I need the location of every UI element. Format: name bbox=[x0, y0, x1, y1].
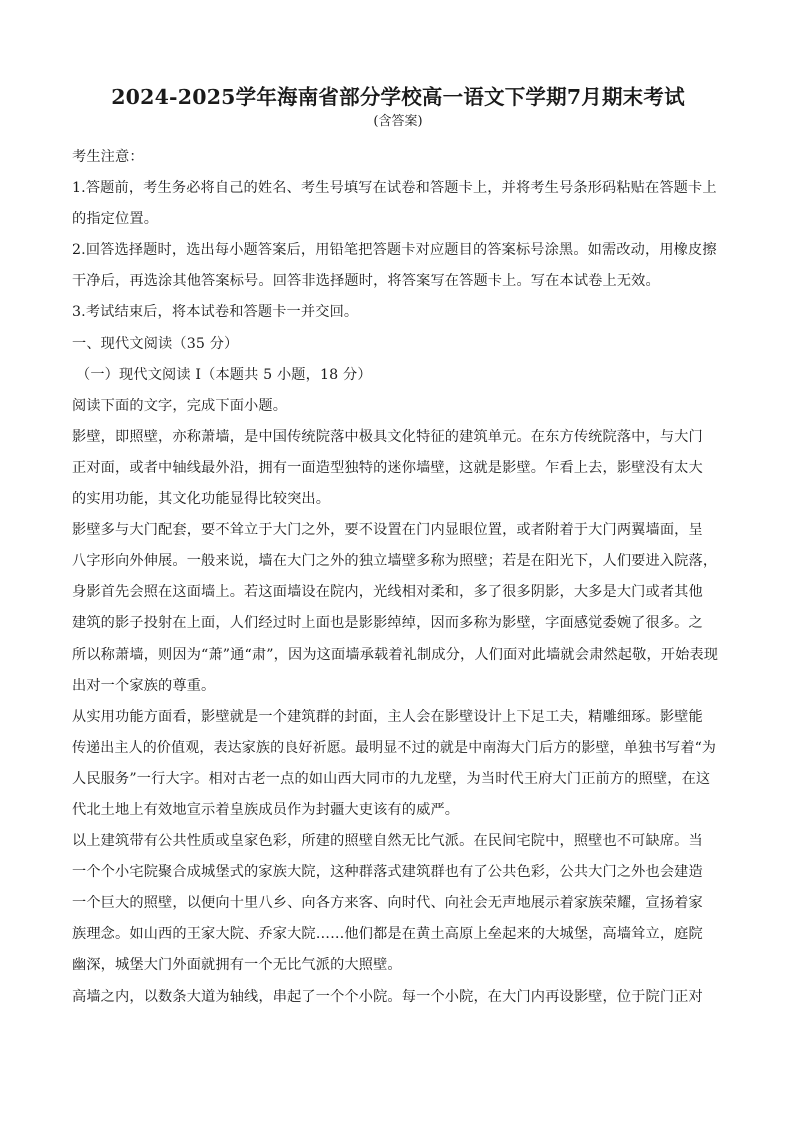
passage-line: 正对面，或者中轴线最外沿，拥有一面造型独特的迷你墙壁，这就是影壁。乍看上去，影壁没有太大 bbox=[72, 459, 703, 476]
notice-heading: 考生注意： bbox=[72, 149, 144, 165]
passage-line: 传递出主人的价值观，表达家族的良好祈愿。最明显不过的就是中南海大门后方的影壁，单独书写着“为 bbox=[72, 739, 717, 756]
passage-line: 族理念。如山西的王家大院、乔家大院……他们都是在黄土高原上垒起来的大城堡，高墙耸立，庭院 bbox=[72, 926, 703, 943]
passage-line: 建筑的影子投射在上面，人们经过时上面也是影影绰绰，因而多称为影壁，字面感觉委婉了很多。之 bbox=[72, 615, 703, 632]
passage-line: 人民服务”一行大字。相对古老一点的如山西大同市的九龙壁，为当时代王府大门正前方的照壁，在这 bbox=[72, 770, 711, 787]
subsection-heading: （一）现代文阅读 I（本题共 5 小题，18 分） bbox=[76, 366, 372, 383]
notice-line: 1.答题前，考生务必将自己的姓名、考生号填写在试卷和答题卡上，并将考生号条形码粘贴在答题卡上 bbox=[72, 180, 717, 197]
reading-instruction: 阅读下面的文字，完成下面小题。 bbox=[72, 397, 288, 414]
notice-line: 的指定位置。 bbox=[72, 211, 159, 228]
exam-subtitle: (含答案) bbox=[373, 114, 423, 129]
passage-line: 身影首先会照在这面墙上。若这面墙设在院内，光线相对柔和，多了很多阴影，大多是大门或者其他 bbox=[72, 584, 703, 601]
passage-line: 高墙之内，以数条大道为轴线，串起了一个个小院。每一个小院，在大门内再设影壁，位于院门正对 bbox=[72, 988, 703, 1005]
passage-line: 影壁多与大门配套，要不耸立于大门之外，要不设置在门内显眼位置，或者附着于大门两翼墙面，呈 bbox=[72, 522, 703, 539]
passage-line: 以上建筑带有公共性质或皇家色彩，所建的照壁自然无比气派。在民间宅院中，照壁也不可缺席。当 bbox=[72, 833, 703, 850]
passage-line: 出对一个家族的尊重。 bbox=[72, 677, 216, 694]
section-heading: 一、现代文阅读（35 分） bbox=[72, 335, 239, 352]
notice-line: 干净后，再选涂其他答案标号。回答非选择题时，将答案写在答题卡上。写在本试卷上无效。 bbox=[72, 273, 660, 290]
passage-line: 从实用功能方面看，影壁就是一个建筑群的封面，主人会在影壁设计上下足工夫，精雕细琢。影壁能 bbox=[72, 708, 703, 725]
passage-line: 代北土地上有效地宣示着皇族成员作为封疆大吏该有的威严。 bbox=[72, 801, 460, 818]
exam-title: 2024-2025学年海南省部分学校高一语文下学期7月期末考试 bbox=[111, 85, 685, 109]
notice-line: 3.考试结束后，将本试卷和答题卡一并交回。 bbox=[72, 304, 359, 321]
passage-line: 所以称萧墙，则因为“萧”通“肃”，因为这面墙承载着礼制成分，人们面对此墙就会肃然起敬，开始表现 bbox=[72, 646, 719, 663]
reading-passage bbox=[72, 422, 724, 1013]
passage-line: 幽深，城堡大门外面就拥有一个无比气派的大照壁。 bbox=[72, 957, 402, 974]
passage-line: 影壁，即照壁，亦称萧墙，是中国传统院落中极具文化特征的建筑单元。在东方传统院落中，与大门 bbox=[72, 428, 703, 445]
passage-line: 八字形向外伸展。一般来说，墙在大门之外的独立墙壁多称为照壁；若是在阳光下，人们要进入院落， bbox=[72, 553, 718, 570]
passage-line: 一个巨大的照壁，以便向十里八乡、向各方来客、向时代、向社会无声地展示着家族荣耀，宣扬着家 bbox=[72, 895, 703, 912]
passage-line: 的实用功能，其文化功能显得比较突出。 bbox=[72, 491, 331, 508]
exam-page bbox=[72, 82, 724, 1013]
notice-line: 2.回答选择题时，选出每小题答案后，用铅笔把答题卡对应题目的答案标号涂黑。如需改动，用橡皮擦 bbox=[72, 242, 717, 259]
passage-line: 一个个小宅院聚合成城堡式的家族大院，这种群落式建筑群也有了公共色彩，公共大门之外也会建造 bbox=[72, 864, 703, 881]
